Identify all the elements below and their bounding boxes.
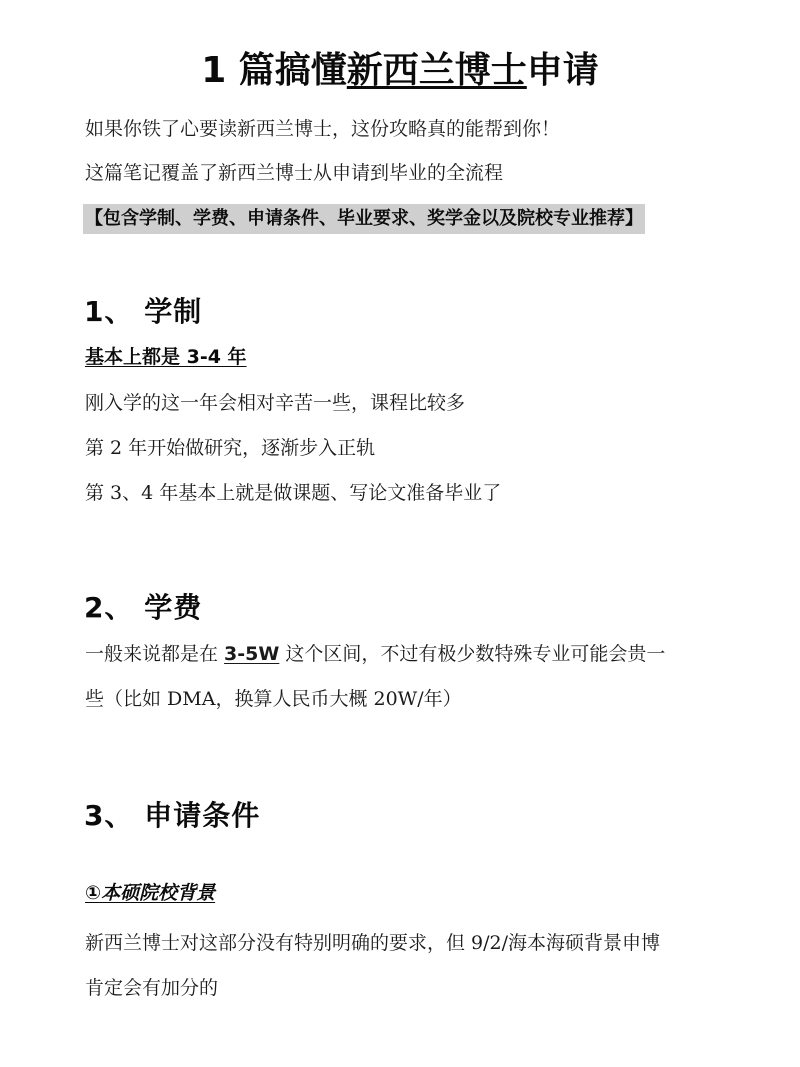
- section-3-line-1: 新西兰博士对这部分没有特别明确的要求，但 9/2/海本海硕背景申博: [85, 932, 661, 954]
- section-2-line-2: 些（比如 DMA，换算人民币大概 20W/年）: [85, 688, 462, 710]
- section-1-line-1: 刚入学的这一年会相对辛苦一些，课程比较多: [85, 392, 466, 414]
- section-2-line-1-after: 这个区间，不过有极少数特殊专业可能会贵一: [279, 643, 666, 665]
- section-2-heading: 2、 学费: [84, 591, 203, 624]
- intro-line-1: 如果你铁了心要读新西兰博士，这份攻略真的能帮到你！: [85, 118, 561, 140]
- section-1-subhead: 基本上都是 3-4 年: [85, 346, 247, 368]
- section-3-heading: 3、 申请条件: [84, 799, 261, 832]
- section-1-line-3: 第 3、4 年基本上就是做课题、写论文准备毕业了: [85, 482, 502, 504]
- fee-range-emphasis: 3-5W: [224, 643, 280, 665]
- title-part-2-underlined: 新西兰博士: [346, 50, 527, 91]
- section-2-line-1: [85, 640, 665, 668]
- page-title: [0, 44, 800, 98]
- intro-line-2: 这篇笔记覆盖了新西兰博士从申请到毕业的全流程: [85, 162, 504, 184]
- title-part-1: 1 篇搞懂: [201, 50, 347, 91]
- section-3-subhead: ①本硕院校背景: [85, 882, 216, 904]
- section-2-line-1-before: 一般来说都是在: [85, 643, 225, 665]
- section-3-line-2: 肯定会有加分的: [85, 977, 219, 999]
- intro-highlight: 【包含学制、学费、申请条件、毕业要求、奖学金以及院校专业推荐】: [83, 204, 645, 234]
- title-part-3: 申请: [526, 50, 599, 91]
- section-1-heading: 1、 学制: [84, 295, 203, 328]
- section-1-line-2: 第 2 年开始做研究，逐渐步入正轨: [85, 437, 376, 459]
